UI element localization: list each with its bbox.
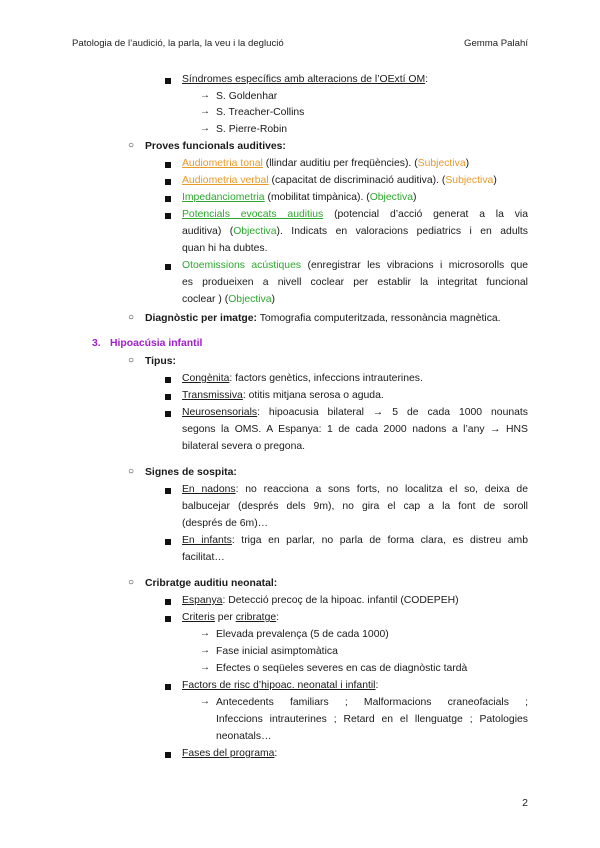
arrow-icon: → [200, 90, 210, 101]
prova-name: Potencials evocats auditius [182, 209, 324, 220]
paren: ) [465, 158, 470, 169]
prova-desc: (capacitat de discriminació auditiva). ( [268, 175, 446, 186]
bullet-square-icon [165, 752, 171, 758]
prova-desc: ). Indicats en valoracions pediatrics i en adults [276, 226, 528, 237]
colon: : [425, 74, 429, 85]
bullet-square-icon [165, 213, 171, 219]
prova-tag: Objectiva [369, 192, 414, 203]
cribratge-text: per [214, 612, 236, 623]
bullet-square-icon [165, 162, 171, 168]
arrow-icon: → [200, 662, 210, 673]
sindromes-title: Síndromes específics amb alteracions de l’OExtí OM [182, 74, 426, 85]
sindrome-item: S. Goldenhar [216, 91, 278, 102]
tipus-neuro-l3: bilateral severa o pregona. [182, 441, 306, 452]
tipus-text: : hipoacusia bilateral → 5 de cada 1000 nounats [257, 407, 528, 418]
bullet-circle-icon: ○ [128, 140, 135, 151]
diagnostic-line [145, 312, 501, 326]
tipus-name: Neurosensorials [182, 407, 258, 418]
factors-l3: neonatals… [216, 731, 272, 742]
prova-desc: (enregistrar les vibracions i microsorolls que [301, 260, 529, 271]
sindrome-item: S. Treacher-Collins [216, 107, 305, 118]
prova-potencials-l3: quan hi ha dubtes. [182, 243, 268, 254]
bullet-circle-icon: ○ [128, 312, 135, 323]
bullet-square-icon [165, 394, 171, 400]
signes-text: : triga en parlar, no parla de forma clara, es distreu amb [231, 535, 528, 546]
header-right: Gemma Palahí [464, 38, 528, 49]
prova-potencials-l1 [182, 208, 528, 222]
arrow-icon: → [200, 106, 210, 117]
prova-desc: (llindar auditiu per freqüències). ( [262, 158, 418, 169]
tipus-neuro-l1 [182, 406, 528, 420]
criteri-item: Fase inicial asimptomàtica [216, 646, 338, 657]
cribratge-name: Criteris [182, 612, 215, 623]
section-number: 3. [92, 338, 101, 349]
prova-audiometria-verbal [182, 174, 497, 188]
cribratge-name: Factors de risc d’hipoac. neonatal i infantil [182, 680, 376, 691]
tipus-congenita [182, 372, 423, 386]
signes-name: En nadons [182, 484, 236, 495]
paren: ) [413, 192, 417, 203]
cribratge-fases [182, 747, 277, 761]
cribratge-text: : Detecció precoç de la hipoac. infantil (CODEPEH) [222, 595, 459, 606]
prova-name: Audiometria tonal [182, 158, 263, 169]
bullet-circle-icon: ○ [128, 577, 135, 588]
prova-otoemissions-l2: es produeixen a nivell coclear per establir la integritat funcional [182, 277, 528, 288]
prova-desc: auditiva) ( [182, 226, 234, 237]
prova-desc: (mobilitat timpànica). ( [264, 192, 370, 203]
factors-l1: Antecedents familiars ; Malformacions craneofacials ; [216, 697, 528, 708]
bullet-circle-icon: ○ [128, 355, 135, 366]
cribratge-name: Fases del programa [182, 748, 275, 759]
section-title: Hipoacúsia infantil [110, 338, 203, 349]
tipus-title: Tipus: [145, 356, 176, 367]
signes-infants-l2: facilitat… [182, 552, 225, 563]
tipus-name: Transmissiva [182, 390, 243, 401]
header-left: Patologia de l’audició, la parla, la veu i la deglució [72, 38, 284, 49]
signes-infants-l1 [182, 534, 528, 548]
colon: : [375, 680, 379, 691]
page-number: 2 [522, 797, 528, 809]
cribratge-name: cribratge [235, 612, 277, 623]
prova-tag: Objectiva [233, 226, 277, 237]
bullet-square-icon [165, 599, 171, 605]
prova-name: Audiometria verbal [182, 175, 269, 186]
cribratge-criteris [182, 611, 279, 625]
bullet-square-icon [165, 616, 171, 622]
signes-text: : no reacciona a sons forts, no localitza el so, deixa de [235, 484, 528, 495]
prova-otoemissions-l1 [182, 259, 528, 273]
bullet-square-icon [165, 196, 171, 202]
factors-l2: Infeccions intrauterines ; Retard en el llenguatge ; Patologies [216, 714, 528, 725]
arrow-icon: → [200, 645, 210, 656]
prova-audiometria-tonal [182, 157, 469, 171]
arrow-icon: → [200, 123, 210, 134]
prova-otoemissions-l3 [182, 293, 275, 307]
cribratge-name: Espanya [182, 595, 223, 606]
prova-potencials-l2 [182, 225, 528, 239]
colon: : [274, 748, 278, 759]
prova-desc: coclear ) ( [182, 294, 229, 305]
arrow-icon: → [200, 696, 210, 707]
paren: ) [271, 294, 275, 305]
signes-nadons-l2: balbucejar (després dels 9m), no gira el cap a la font de soroll [182, 501, 528, 512]
bullet-square-icon [165, 377, 171, 383]
bullet-square-icon [165, 78, 171, 84]
sindromes-line [182, 73, 428, 87]
diagnostic-title: Diagnòstic per imatge: [145, 313, 258, 324]
cribratge-factors [182, 679, 378, 693]
prova-desc: (potencial d’acció generat a la via [323, 209, 529, 220]
prova-impedanciometria [182, 191, 416, 205]
tipus-neuro-l2: segons la OMS. A Espanya: 1 de cada 2000 nadons a l’any → HNS [182, 424, 528, 435]
cribratge-title: Cribratge auditiu neonatal: [145, 578, 278, 589]
bullet-square-icon [165, 539, 171, 545]
criteri-item: Elevada prevalença (5 de cada 1000) [216, 629, 389, 640]
cribratge-espanya [182, 594, 459, 608]
signes-name: En infants [182, 535, 232, 546]
bullet-square-icon [165, 264, 171, 270]
prova-name: Otoemissions acústiques [182, 260, 302, 271]
sindrome-item: S. Pierre-Robin [216, 124, 288, 135]
arrow-icon: → [200, 628, 210, 639]
tipus-text: : factors genètics, infeccions intrauterines. [229, 373, 423, 384]
signes-nadons-l3: (després de 6m)… [182, 518, 269, 529]
prova-name: Impedanciometria [182, 192, 265, 203]
colon: : [276, 612, 280, 623]
signes-title: Signes de sospita: [145, 467, 237, 478]
prova-tag: Subjectiva [417, 158, 466, 169]
signes-nadons-l1 [182, 483, 528, 497]
bullet-square-icon [165, 411, 171, 417]
proves-title: Proves funcionals auditives: [145, 141, 286, 152]
bullet-circle-icon: ○ [128, 466, 135, 477]
diagnostic-text: Tomografia computeritzada, ressonància magnètica. [257, 313, 501, 324]
bullet-square-icon [165, 488, 171, 494]
bullet-square-icon [165, 684, 171, 690]
prova-tag: Objectiva [228, 294, 272, 305]
prova-tag: Subjectiva [445, 175, 494, 186]
bullet-square-icon [165, 179, 171, 185]
tipus-name: Congènita [182, 373, 230, 384]
criteri-item: Efectes o seqüeles severes en cas de diagnòstic tardà [216, 663, 468, 674]
tipus-transmissiva [182, 389, 384, 403]
tipus-text: : otitis mitjana serosa o aguda. [242, 390, 384, 401]
paren: ) [493, 175, 497, 186]
